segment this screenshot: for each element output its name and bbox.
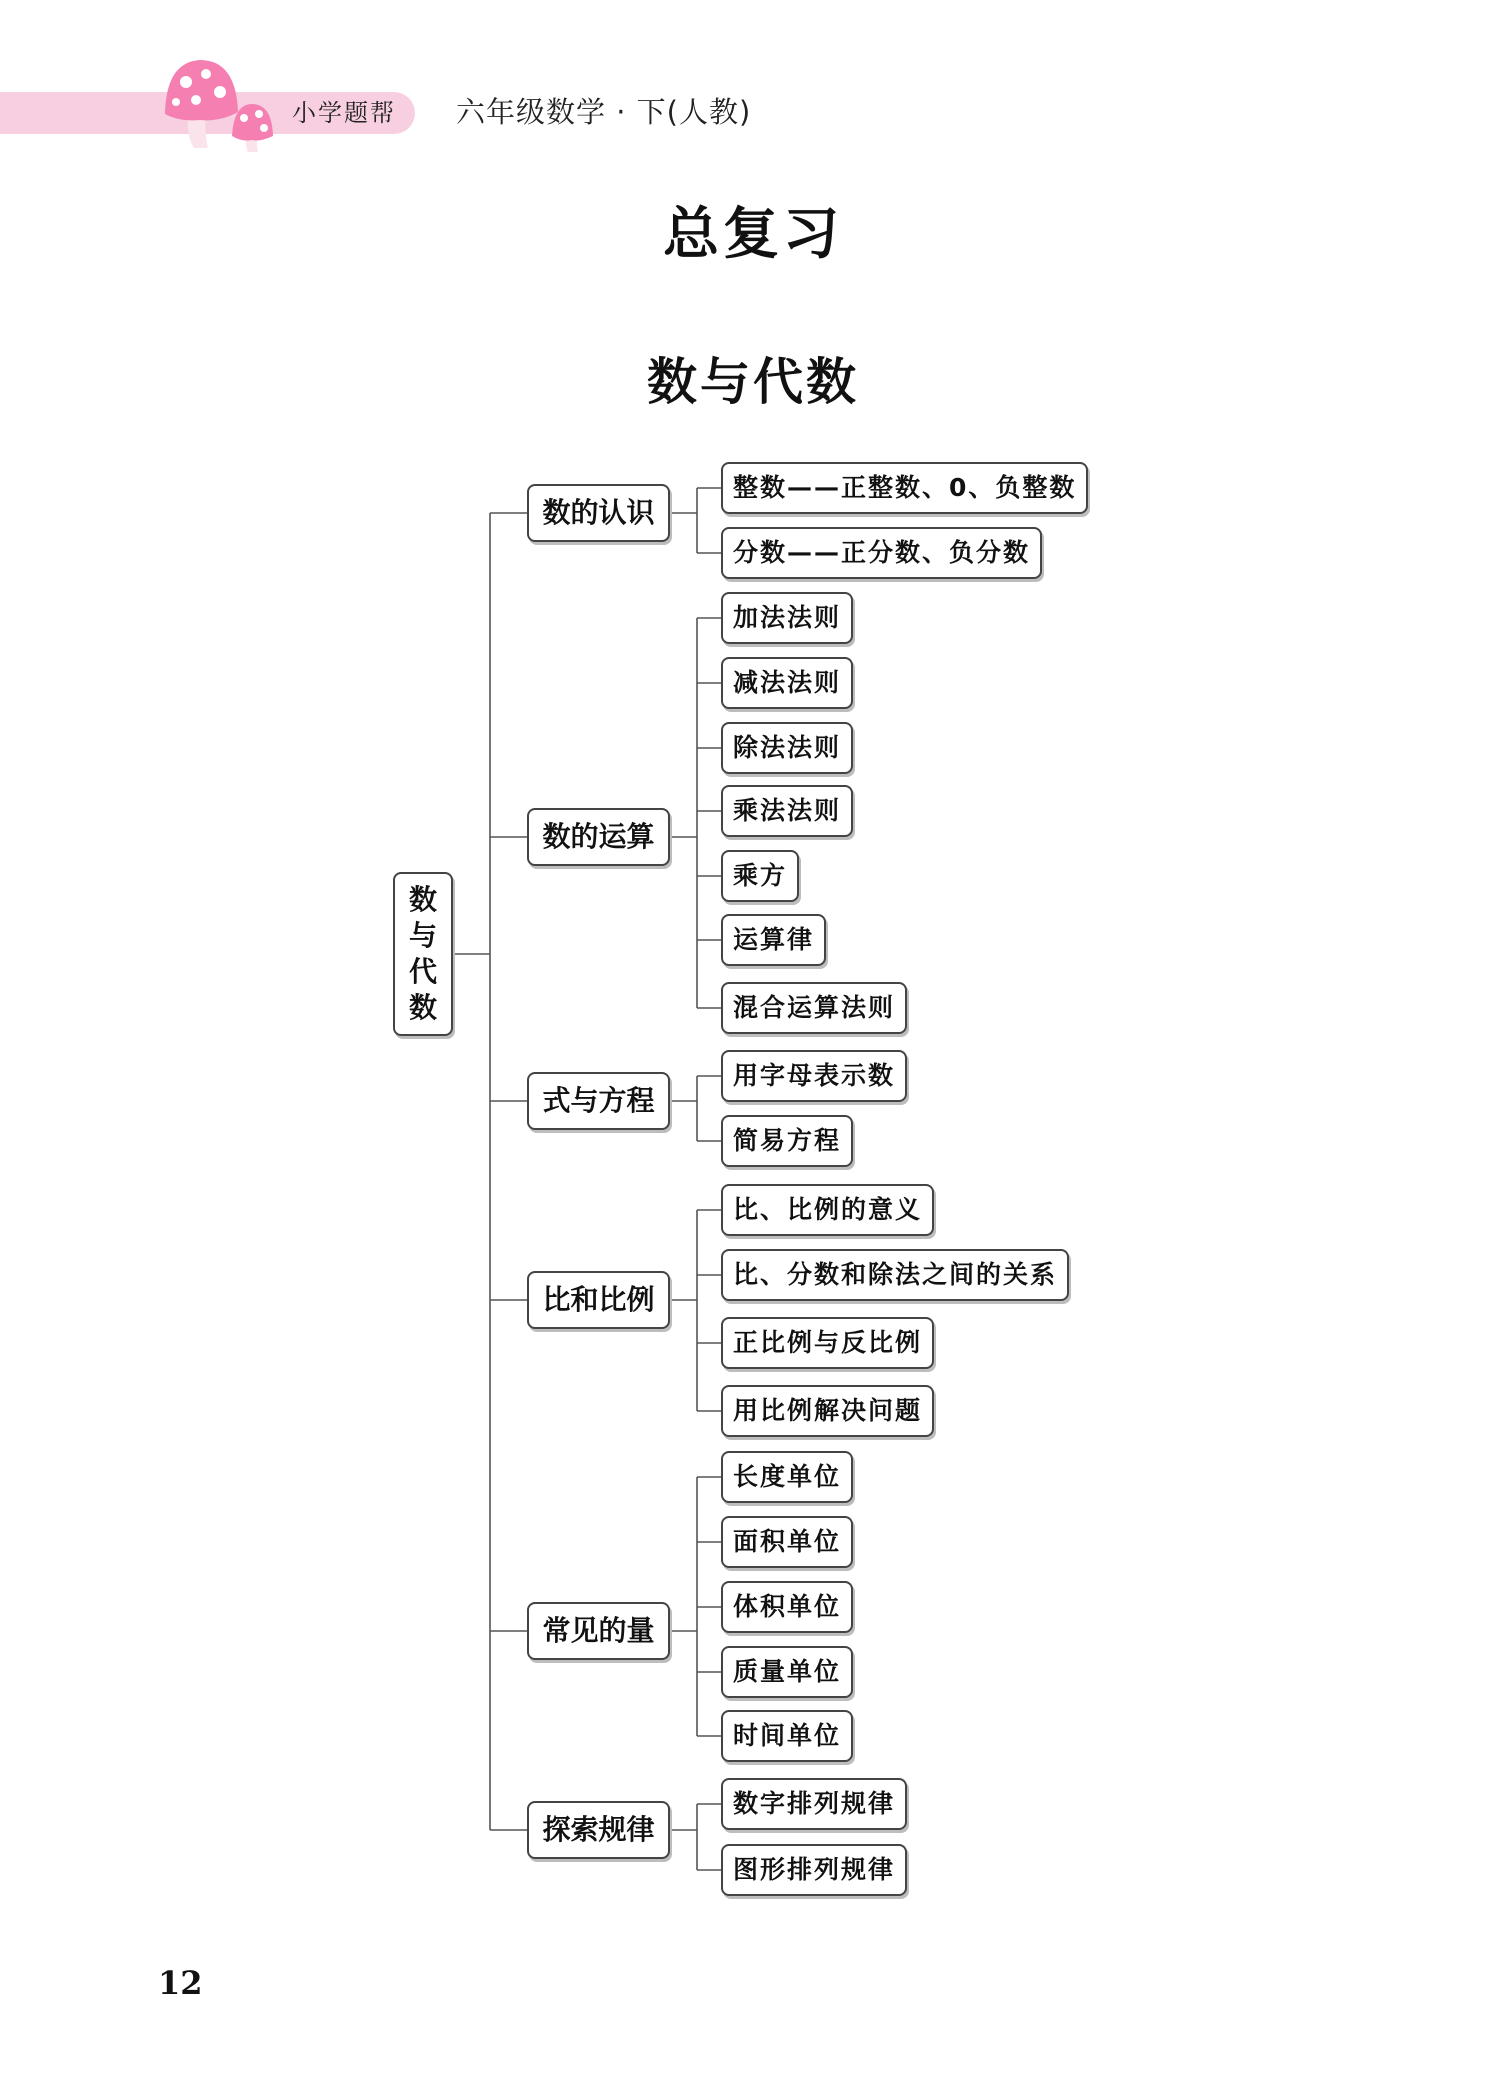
leaf-mixed-operations: 混合运算法则: [721, 982, 907, 1034]
tree-root: 数与代数: [393, 872, 453, 1036]
category-common-quantities: 常见的量: [527, 1602, 670, 1660]
category-number-concepts: 数的认识: [527, 484, 670, 542]
brand-label: 小学题帮: [292, 99, 396, 127]
leaf-ratio-meaning: 比、比例的意义: [721, 1184, 934, 1236]
category-ratio-proportion: 比和比例: [527, 1271, 670, 1329]
leaf-solve-with-proportion: 用比例解决问题: [721, 1385, 934, 1437]
page-title: 总复习: [663, 201, 843, 267]
book-title: 六年级数学 · 下(人教): [456, 95, 752, 129]
leaf-integers: 整数——正整数、0、负整数: [721, 462, 1088, 514]
leaf-letters-for-numbers: 用字母表示数: [721, 1050, 907, 1102]
leaf-volume-units: 体积单位: [721, 1581, 853, 1633]
category-expressions-equations: 式与方程: [527, 1072, 670, 1130]
leaf-fractions: 分数——正分数、负分数: [721, 527, 1042, 579]
leaf-direct-inverse-proportion: 正比例与反比例: [721, 1317, 934, 1369]
leaf-number-patterns: 数字排列规律: [721, 1778, 907, 1830]
category-number-operations: 数的运算: [527, 808, 670, 866]
category-exploring-patterns: 探索规律: [527, 1801, 670, 1859]
leaf-addition-rule: 加法法则: [721, 592, 853, 644]
leaf-area-units: 面积单位: [721, 1516, 853, 1568]
leaf-power: 乘方: [721, 850, 799, 902]
leaf-shape-patterns: 图形排列规律: [721, 1844, 907, 1896]
leaf-operation-laws: 运算律: [721, 914, 826, 966]
section-title: 数与代数: [647, 352, 859, 411]
leaf-mass-units: 质量单位: [721, 1646, 853, 1698]
page-number: 12: [158, 1964, 203, 2002]
leaf-time-units: 时间单位: [721, 1710, 853, 1762]
leaf-ratio-fraction-division: 比、分数和除法之间的关系: [721, 1249, 1069, 1301]
leaf-simple-equations: 简易方程: [721, 1115, 853, 1167]
leaf-length-units: 长度单位: [721, 1451, 853, 1503]
leaf-multiplication-rule: 乘法法则: [721, 785, 853, 837]
leaf-division-rule: 除法法则: [721, 722, 853, 774]
leaf-subtraction-rule: 减法法则: [721, 657, 853, 709]
